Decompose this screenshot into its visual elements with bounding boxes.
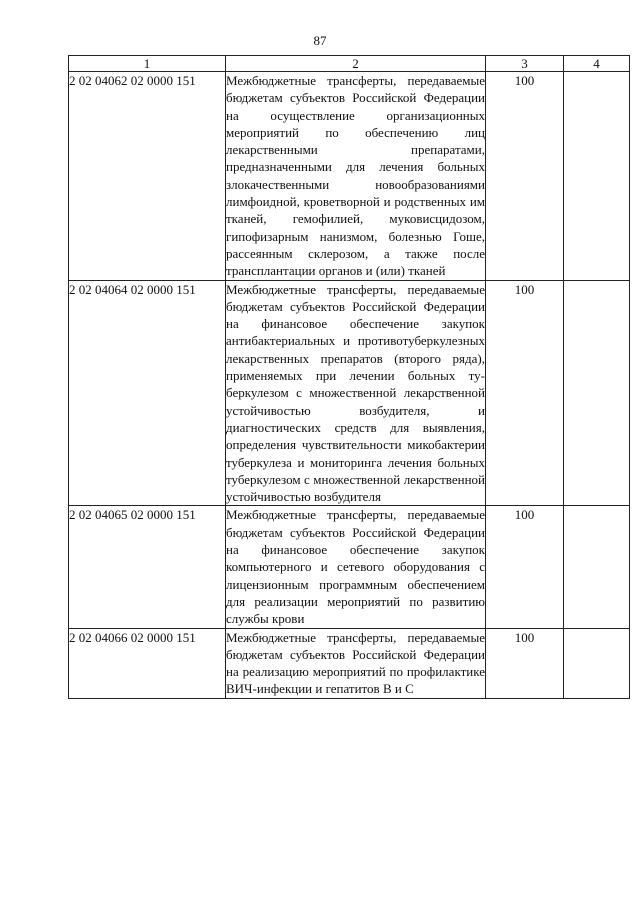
column-header-3: 3 — [486, 56, 564, 72]
amount-value: 100 — [486, 72, 564, 281]
amount-value: 100 — [486, 506, 564, 628]
amount-value: 100 — [486, 628, 564, 698]
transfer-description: Межбюджетные трансферты, передаваемые бюджетам субъектов Российской Федерации на финансовое обеспечение закупок компьютерного и сетевого оборудования с лицензионным программным обеспечением для реализации мероприятий по развитию службы крови — [226, 507, 485, 627]
column-header-1: 1 — [69, 56, 226, 72]
column-4-cell — [564, 72, 630, 281]
column-header-2: 2 — [226, 56, 486, 72]
column-4-cell — [564, 628, 630, 698]
column-header-4: 4 — [564, 56, 630, 72]
budget-code: 2 02 04066 02 0000 151 — [69, 628, 226, 698]
transfer-description: Межбюджетные трансферты, передаваемые бюджетам субъектов Российской Федерации на осуществление организационных мероприятий по обеспечению лиц лекарственными препаратами, предназначенными для лечения больных злокачественными новообразованиями лимфоидной, кроветворной и родственных им тканей, гемофилией, муковисцидозом, гипофизарным нанизмом, болезнью Гоше, рассеянным склерозом, а также после трансплантации органов и (или) тканей — [226, 73, 485, 279]
budget-code: 2 02 04064 02 0000 151 — [69, 280, 226, 506]
transfer-description: Межбюджетные трансферты, передаваемые бюджетам субъектов Российской Федерации на реализацию мероприятий по профилактике ВИЧ-инфекции и гепатитов В и С — [226, 629, 485, 697]
budget-code: 2 02 04062 02 0000 151 — [69, 72, 226, 281]
budget-table — [68, 55, 630, 699]
table-row — [69, 280, 630, 506]
table-row — [69, 506, 630, 628]
table-header-row — [69, 56, 630, 72]
table-row — [69, 72, 630, 281]
column-4-cell — [564, 280, 630, 506]
budget-code: 2 02 04065 02 0000 151 — [69, 506, 226, 628]
page-number: 87 — [313, 33, 327, 48]
column-4-cell — [564, 506, 630, 628]
transfer-description: Межбюджетные трансферты, передаваемые бюджетам субъектов Российской Федерации на финансовое обеспечение закупок антибактериальных и противотуберкулезных лекарственных препаратов (второго ряда), применяемых при лечении больных туберкулезом с множественной лекарственной устойчивостью возбудителя, и диагностических средств для выявления, определения чувствительности микобактерии туберкулеза и мониторинга лечения больных туберкулезом с множественной лекарственной устойчивостью возбудителя — [226, 281, 485, 505]
amount-value: 100 — [486, 280, 564, 506]
table-row — [69, 628, 630, 698]
